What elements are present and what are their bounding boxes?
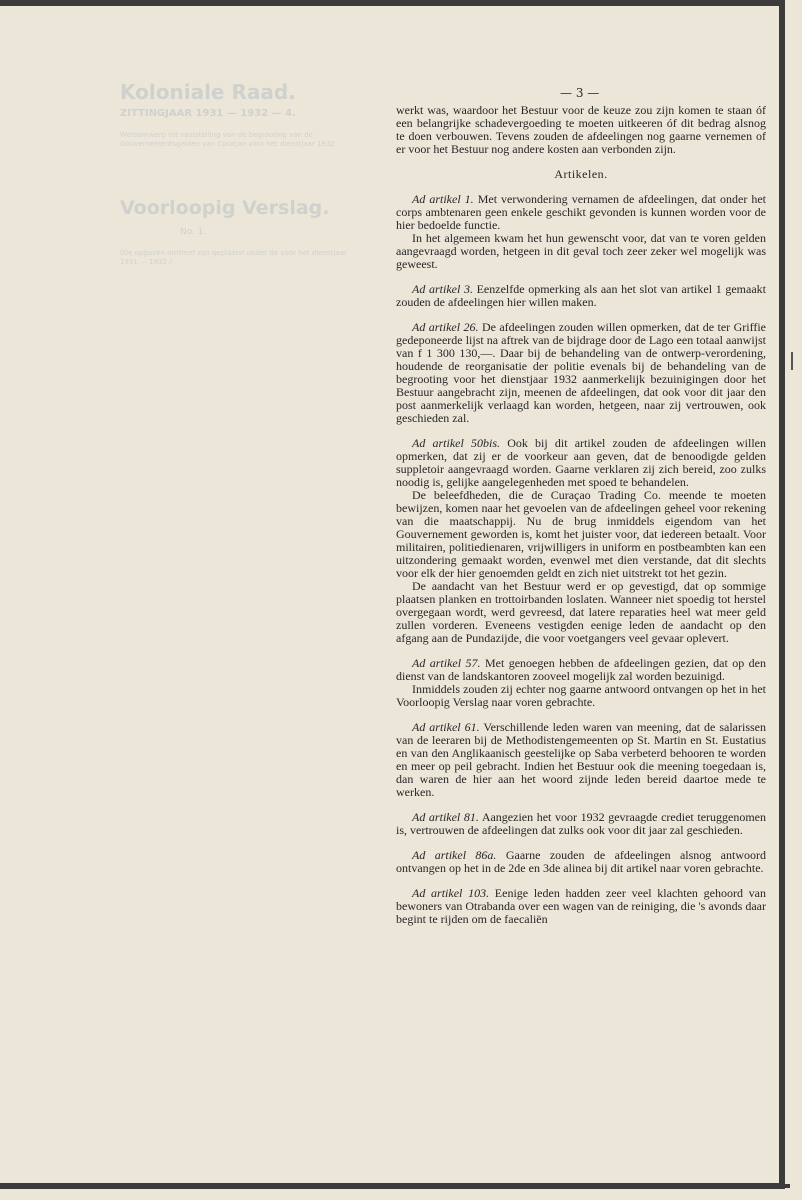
article-label: Ad artikel 50bis.: [412, 436, 501, 450]
text-column: [396, 104, 766, 926]
article-label: Ad artikel 86a.: [412, 848, 497, 862]
bleed-through-text: [120, 80, 360, 267]
article-1-paragraph-2: In het algemeen kwam het hun gewenscht voor, dat van te voren gelden aangevraagd worden, hetgeen in dit geval toch zeer zeker wel mogelijk was geweest.: [396, 231, 766, 271]
edge-mark: [791, 352, 793, 370]
article-text: Verschillende leden waren van meening, dat de salarissen van de leeraren bij de Methodistengemeenten op St. Martin en St. Eustatius en van den Anglikaanisch geestelijke op Saba verbeterd behooren te worden en meer op peil gebracht. Indien het Bestuur ook die meening toegedaan is, dan waren de hier aan het woord zijnde leden bereid daartoe mede te werken.: [396, 720, 766, 799]
article-label: Ad artikel 81.: [412, 810, 479, 824]
article-text: Eenzelfde opmerking als aan het slot van artikel 1 gemaakt zouden de afdeelingen hier willen maken.: [396, 282, 766, 309]
article-50bis-paragraph-2: De beleefdheden, die de Curaçao Trading Co. meende te moeten bewijzen, komen naar het gevoelen van de afdeelingen geheel voor rekening van die maatschappij. Nu de brug inmiddels eigendom van het Gouvernement geworden is, komt het juister voor, dat iedereen betaalt. Voor militairen, politiedienaren, vrijwilligers in uniform en postbeambten kan een uitzondering gemaakt worden, evenwel met dien verstande, dat dit slechts voor elk der hier genoemden geldt en zich niet uitstrekt tot het gezin.: [396, 488, 766, 580]
article-label: Ad artikel 57.: [412, 656, 481, 670]
article-50bis-paragraph-3: De aandacht van het Bestuur werd er op gevestigd, dat op sommige plaatsen planken en trottoirbanden loslaten. Wanneer niet spoedig tot herstel overgegaan wordt, werd gevreesd, dat latere reparaties heel wat meer geld zullen vorderen. Eveneens vestigden eenige leden de aandacht op den afgang aan de Pundazijde, die voor voetgangers veel gevaar oplevert.: [396, 579, 766, 645]
article-50bis-paragraph: [396, 437, 766, 489]
article-57-paragraph: [396, 657, 766, 683]
article-label: Ad artikel 103.: [412, 886, 490, 900]
article-text: De afdeelingen zouden willen opmerken, dat de ter Griffie gedeponeerde lijst na aftrek van de bijdrage door de Lago een totaal aanwijst van f 1 300 130,—. Daar bij de behandeling van de ontwerp-verordening, houdende de reorganisatie der politie evenals bij de behandeling van de begrooting voor het dienstjaar 1932 aanmerkelijk bezuinigingen door het Bestuur aangebracht zijn, meenen de afdeelingen, dat ook voor dit jaar den post aanmerkelijk verlaagd kan worden, hetgeen, naar zij vertrouwen, ook geschieden zal.: [396, 320, 767, 425]
article-text: Aangezien het voor 1932 gevraagde crediet teruggenomen is, vertrouwen de afdeelingen dat zulks ook voor dit jaar zal geschieden.: [396, 810, 767, 837]
article-text: Met genoegen hebben de afdeelingen gezien, dat op den dienst van de landskantoren zooveel mogelijk zal worden bezuinigd.: [396, 656, 766, 683]
article-text: Ook bij dit artikel zouden de afdeelingen willen opmerken, dat zij er de voorkeur aan geven, dat de benoodigde gelden suppletoir aangevraagd worden. Gaarne verklaren zij zich bereid, zoo zulks noodig is, gelijke aangelegenheden met spoed te behandelen.: [396, 436, 766, 489]
page-number: — 3 —: [560, 86, 600, 100]
article-3-paragraph: [396, 283, 766, 309]
article-label: Ad artikel 26.: [412, 320, 479, 334]
page-border-bottom: [0, 1184, 790, 1188]
article-label: Ad artikel 61.: [412, 720, 480, 734]
article-103-paragraph: [396, 887, 766, 926]
article-61-paragraph: [396, 721, 766, 799]
intro-paragraph: werkt was, waardoor het Bestuur voor de keuze zou zijn komen te staan óf een belangrijke schadevergoeding te moeten uitkeeren óf dit bedrag alsnog te doen verbouwen. Tevens zouden de afdeelingen nog gaarne vernemen of er voor het Bestuur nog andere kosten aan verbonden zijn.: [396, 103, 766, 156]
ghost-session: ZITTINGJAAR 1931 — 1932 — 4.: [120, 108, 296, 119]
ghost-subject: Wetsontwerp tot vaststelling van de begrooting van de Gouvernementsgelden van Curaçao voor het dienstjaar 1932.: [120, 131, 338, 148]
article-text: Gaarne zouden de afdeelingen alsnog antwoord ontvangen op het in de 2de en 3de alinea bij dit artikel naar voren gebrachte.: [396, 848, 766, 875]
article-text: Met verwondering vernamen de afdeelingen, dat onder het corps ambtenaren geen enkele geschikt gevonden is kunnen worden voor de hier bedoelde functie.: [396, 192, 766, 232]
article-text: Eenige leden hadden zeer veel klachten gehoord van bewoners van Otrabanda over een wagen van de reiniging, die 's avonds daar begint te rijden om de faecaliën: [396, 886, 767, 926]
article-26-paragraph: [396, 321, 766, 425]
article-1-paragraph: [396, 193, 766, 232]
article-81-paragraph: [396, 811, 766, 837]
article-label: Ad artikel 1.: [412, 192, 474, 206]
article-86a-paragraph: [396, 849, 766, 875]
ghost-number: No. 1.: [180, 227, 207, 237]
ghost-title: Koloniale Raad.: [120, 80, 296, 104]
article-57-paragraph-2: Inmiddels zouden zij echter nog gaarne antwoord ontvangen op het in het Voorloopig Verslag naar voren gebrachte.: [396, 682, 766, 709]
ghost-note: (De opgaven omtrent zijn geplaatst onder de voor het dienstjaar 1931 — 1932.): [120, 249, 347, 266]
ghost-report-title: Voorloopig Verslag.: [120, 197, 330, 219]
section-heading: Artikelen.: [554, 167, 608, 181]
article-label: Ad artikel 3.: [412, 282, 473, 296]
